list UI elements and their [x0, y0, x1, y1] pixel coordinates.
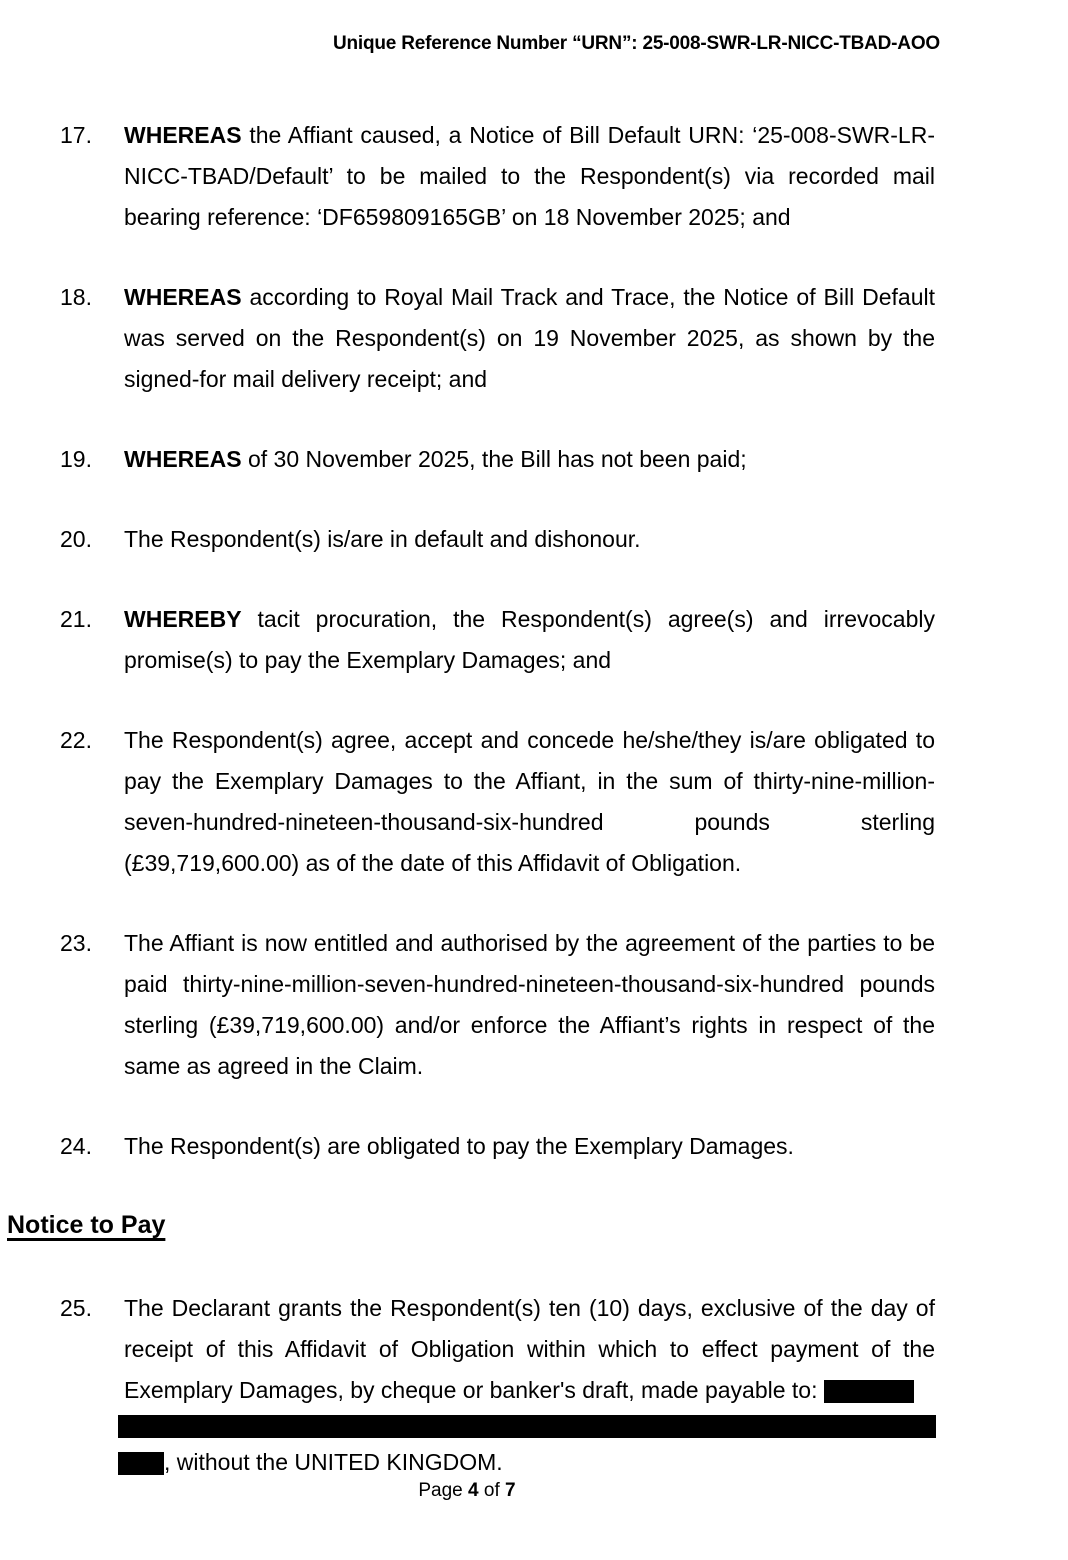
- item-lead-word: WHEREAS: [124, 446, 242, 472]
- item-body-text: the Affiant caused, a Notice of Bill Default URN: ‘25-008-SWR-LR-NICC-TBAD/Default’ to be mailed to the Respondent(s) via recorded mail bearing reference: ‘DF659809165GB’ on 18 November 2025; and: [124, 122, 935, 230]
- item-tail-line: [124, 1447, 935, 1477]
- item-text: [124, 115, 935, 238]
- item-text: [124, 923, 935, 1087]
- urn-reference: Unique Reference Number “URN”: 25-008-SWR-LR-NICC-TBAD-AOO: [332, 33, 940, 54]
- item-text: [124, 277, 935, 400]
- redaction-box-inline: [824, 1380, 914, 1403]
- item-number: 20.: [60, 526, 92, 552]
- item-number: 17.: [60, 122, 92, 148]
- item-lead-word: WHEREAS: [124, 284, 242, 310]
- item-number: 24.: [60, 1133, 92, 1159]
- item-number: 19.: [60, 446, 92, 472]
- list-item-25: [60, 1288, 935, 1477]
- item-body-text: The Respondent(s) are obligated to pay the Exemplary Damages.: [124, 1133, 794, 1159]
- item-text: [124, 1126, 935, 1167]
- item-text: [124, 720, 935, 884]
- page-number: 4: [468, 1480, 479, 1501]
- redaction-bar-full-width: [118, 1415, 936, 1438]
- list-item-17: [60, 115, 935, 238]
- item-body-text: The Declarant grants the Respondent(s) ten (10) days, exclusive of the day of receipt of this Affidavit of Obligation within which to effect payment of the Exemplary Damages, by cheque or banker's draft, made payable to:: [124, 1295, 935, 1403]
- item-number: 25.: [60, 1295, 92, 1321]
- list-item-19: [60, 439, 935, 480]
- item-lead-word: WHEREAS: [124, 122, 242, 148]
- item-text: [124, 519, 935, 560]
- item-number: 18.: [60, 284, 92, 310]
- item-number: 23.: [60, 930, 92, 956]
- list-item-21: [60, 599, 935, 681]
- list-item-18: [60, 277, 935, 400]
- item-number: 22.: [60, 727, 92, 753]
- list-item-23: [60, 923, 935, 1087]
- item-body-text: according to Royal Mail Track and Trace, the Notice of Bill Default was served on the Respondent(s) on 19 November 2025, as shown by the signed-for mail delivery receipt; and: [124, 284, 935, 392]
- total-pages: 7: [505, 1480, 516, 1501]
- item-text: [124, 599, 935, 681]
- item-tail-text: , without the UNITED KINGDOM.: [164, 1449, 503, 1475]
- item-body-text: The Respondent(s) is/are in default and dishonour.: [124, 526, 641, 552]
- item-body-text: The Respondent(s) agree, accept and concede he/she/they is/are obligated to pay the Exemplary Damages to the Affiant, in the sum of thirty-nine-million-seven-hundred-nineteen-thousand-six-hundred pounds sterling (£39,719,600.00) as of the date of this Affidavit of Obligation.: [124, 727, 935, 876]
- item-body-text: The Affiant is now entitled and authorised by the agreement of the parties to be paid thirty-nine-million-seven-hundred-nineteen-thousand-six-hundred pounds sterling (£39,719,600.00) and/or enforce the Affiant’s rights in respect of the same as agreed in the Claim.: [124, 930, 935, 1079]
- section-heading-notice-to-pay: Notice to Pay: [7, 1211, 166, 1239]
- list-item-22: [60, 720, 935, 884]
- list-item-24: [60, 1126, 935, 1167]
- page-header-urn: [0, 0, 1068, 54]
- redaction-box-small: [118, 1452, 164, 1475]
- item-text: [124, 1288, 935, 1477]
- page-word: Page: [418, 1480, 463, 1501]
- of-word: of: [483, 1480, 500, 1501]
- item-text: [124, 439, 935, 480]
- item-body-text: of 30 November 2025, the Bill has not been paid;: [241, 446, 747, 472]
- page-footer: [0, 1480, 1001, 1502]
- item-body-text: tacit procuration, the Respondent(s) agree(s) and irrevocably promise(s) to pay the Exemplary Damages; and: [124, 606, 935, 673]
- item-number: 21.: [60, 606, 92, 632]
- list-item-20: [60, 519, 935, 560]
- item-lead-word: WHEREBY: [124, 606, 242, 632]
- document-body: [0, 115, 1068, 1477]
